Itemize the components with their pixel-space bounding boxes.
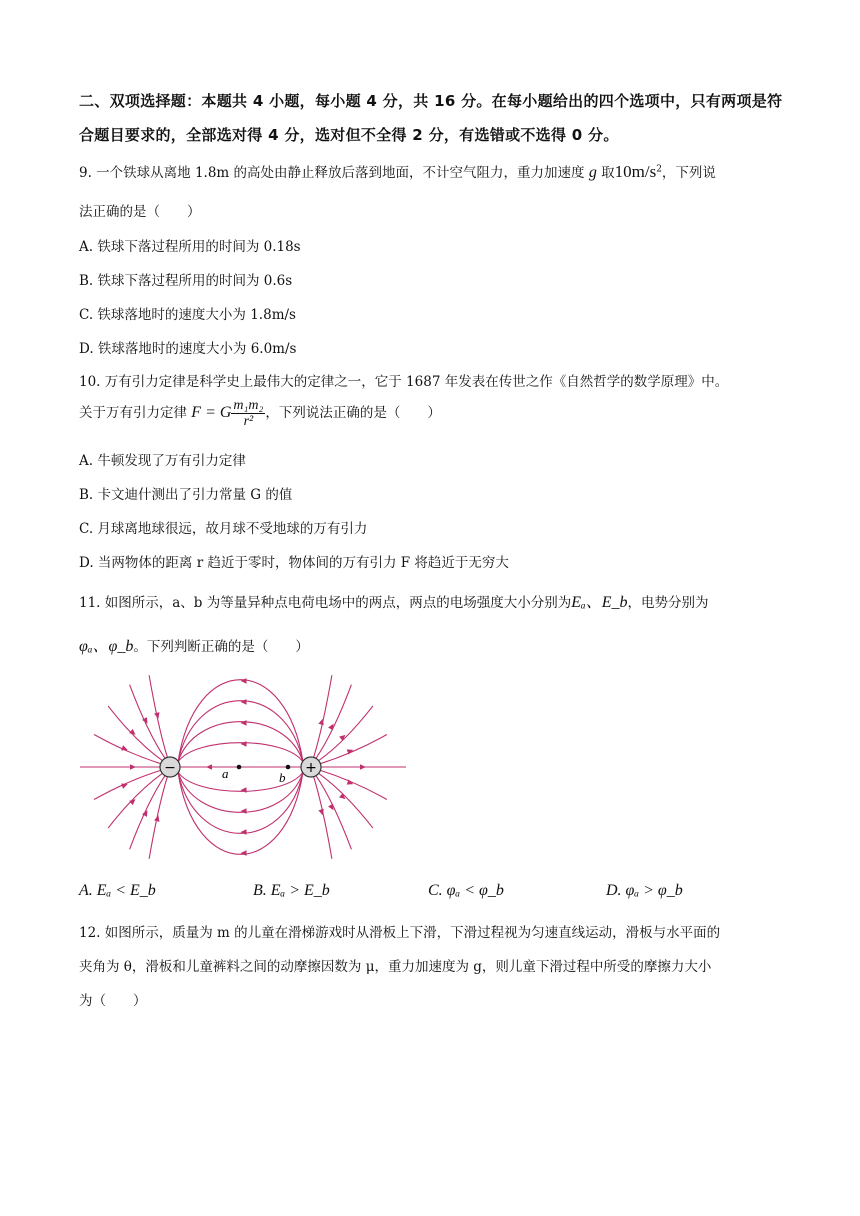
- q9-stem-text: 9. 一个铁球从离地 1.8m 的高处由静止释放后落到地面，不计空气阻力，重力加速度: [79, 165, 585, 181]
- q9-value-exp: 2: [656, 164, 662, 175]
- field-arrow: [241, 850, 247, 856]
- q11-stem-text: 11. 如图所示，a、b 为等量异种点电荷电场中的两点，两点的电场强度大小分别为: [79, 595, 572, 611]
- q9-option-a[interactable]: A. 铁球下落过程所用的时间为 0.18s: [79, 239, 301, 255]
- field-arrow: [206, 764, 212, 770]
- q9-stem-line2: 法正确的是（ ）: [79, 204, 201, 220]
- q11-option-b[interactable]: [253, 882, 330, 900]
- field-line-negative: [108, 773, 162, 828]
- field-arrow: [241, 829, 247, 835]
- dipole-field-figure: [76, 672, 416, 862]
- q11-option-c[interactable]: [428, 882, 504, 900]
- field-arrow: [130, 764, 136, 770]
- q10-stem-line1: 10. 万有引力定律是科学史上最伟大的定律之一，它于 1687 年发表在传世之作《自然哲学的数学原理》中。: [79, 374, 729, 390]
- q9-option-b[interactable]: B. 铁球下落过程所用的时间为 0.6s: [79, 273, 293, 289]
- field-line-positive: [319, 706, 373, 761]
- field-line-negative: [94, 770, 161, 799]
- q11-stem-line1: [79, 589, 708, 612]
- negative-charge-sign: −: [164, 760, 176, 776]
- field-line-positive: [320, 770, 387, 799]
- q10-option-b[interactable]: B. 卡文迪什测出了引力常量 G 的值: [79, 487, 293, 503]
- field-arrow: [241, 741, 247, 747]
- field-arrow: [241, 787, 247, 793]
- q11-option-d[interactable]: [606, 882, 683, 900]
- q10-option-c[interactable]: C. 月球离地球很远，故月球不受地球的万有引力: [79, 521, 368, 537]
- point-a-label: a: [222, 766, 229, 781]
- q9-g-symbol: g: [588, 164, 597, 181]
- q9-value: 10m/s: [614, 162, 657, 181]
- field-line-connecting: [178, 701, 303, 762]
- point-b-label: b: [279, 770, 286, 785]
- q10-formula-lhs: F = G: [191, 404, 232, 421]
- field-line-negative: [94, 735, 161, 764]
- q10-option-a[interactable]: A. 牛顿发现了万有引力定律: [79, 453, 246, 469]
- q10-formula-numerator: m₁m₂: [233, 398, 264, 413]
- positive-charge-sign: +: [305, 760, 317, 776]
- q10-stem-line2: [79, 398, 441, 429]
- q10-option-d[interactable]: D. 当两物体的距离 r 趋近于零时，物体间的万有引力 F 将趋近于无穷大: [79, 555, 509, 571]
- field-arrow: [241, 720, 247, 726]
- field-line-connecting: [178, 743, 303, 762]
- field-line-positive: [314, 675, 332, 757]
- q9-stem-tail: ，下列说: [661, 165, 716, 181]
- field-arrow: [241, 699, 247, 705]
- q11-field-strength-symbols: Eₐ、E_b: [571, 594, 628, 611]
- field-line-negative: [108, 706, 162, 761]
- q9-option-d[interactable]: D. 铁球落地时的速度大小为 6.0m/s: [79, 341, 297, 357]
- q11-stem-tail: 。下列判断正确的是（ ）: [133, 639, 309, 655]
- field-line-positive: [319, 773, 373, 828]
- q12-stem-line2: 夹角为 θ，滑板和儿童裤料之间的动摩擦因数为 μ，重力加速度为 g，则儿童下滑过程中所受的摩擦力大小: [79, 959, 712, 975]
- field-line-positive: [320, 735, 387, 764]
- field-arrow: [318, 809, 325, 816]
- field-line-connecting: [178, 722, 303, 762]
- q11-option-b-text: B. Eₐ > E_b: [253, 882, 330, 899]
- section-header: 二、双项选择题：本题共 4 小题，每小题 4 分，共 16 分。在每小题给出的四个选项中，只有两项是符合题目要求的，全部选对得 4 分，选对但不全得 2 分，有选错或不选得 0 分。: [79, 92, 783, 144]
- field-line-positive: [314, 777, 332, 859]
- q9-stem-line1: [79, 161, 716, 182]
- field-arrow: [318, 718, 325, 725]
- q11-option-d-text: D. φₐ > φ_b: [606, 882, 683, 899]
- q12-stem-line3: 为（ ）: [79, 993, 147, 1009]
- q11-potential-symbols: φₐ、φ_b: [79, 638, 134, 655]
- q9-option-c[interactable]: C. 铁球落地时的速度大小为 1.8m/s: [79, 307, 296, 323]
- q10-stem-tail: ，下列说法正确的是（ ）: [265, 405, 441, 421]
- field-arrow: [241, 678, 247, 684]
- q11-option-a[interactable]: [79, 882, 156, 900]
- q11-stem-mid: ，电势分别为: [627, 595, 709, 611]
- point-a-dot: [237, 765, 242, 770]
- q10-formula-fraction: [231, 398, 265, 429]
- field-arrow: [241, 808, 247, 814]
- field-arrow: [360, 764, 366, 770]
- q10-formula-denominator: r²: [243, 414, 254, 429]
- q11-option-c-text: C. φₐ < φ_b: [428, 882, 504, 899]
- q12-stem-line1: 12. 如图所示，质量为 m 的儿童在滑梯游戏时从滑板上下滑，下滑过程视为匀速直线运动，滑板与水平面的: [79, 925, 721, 941]
- q9-take-text: 取: [596, 165, 615, 181]
- q11-stem-line2: [79, 633, 309, 656]
- point-b-dot: [286, 765, 291, 770]
- q11-option-a-text: A. Eₐ < E_b: [79, 882, 156, 899]
- q10-stem-text: 关于万有引力定律: [79, 405, 187, 421]
